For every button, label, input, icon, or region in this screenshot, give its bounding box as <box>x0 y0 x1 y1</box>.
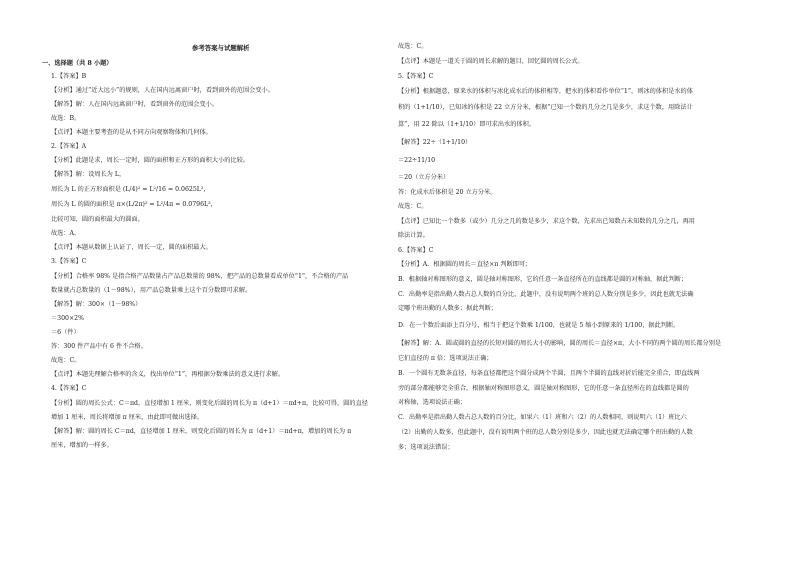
comment-line: 【点评】本题从数据上认证了，周长一定，圆的面积最大。 <box>51 244 212 251</box>
text-line: ＝20（立方分米） <box>398 174 450 181</box>
analysis-line: 【分析】圆的周长公式：C＝πd，直径增加 1 厘米，则变化后圆的周长为 π（d+1）＝πd+π，比较可得，圆的直径 <box>51 400 368 407</box>
comment-line: 【点评】本题先理解合格率的含义，找出单位“1”，再根据分数乘法的意义进行求解。 <box>51 371 285 378</box>
text-line: 旁的部分都能够完全重合，根据轴对称图形意义，圆是轴对称图形，它的任意一条直径所在的直线都是圆的 <box>398 385 689 392</box>
text-line: 比较可知，圆的面积最大的圆面。 <box>51 216 144 223</box>
section-heading: 一、选择题（共 8 小题） <box>42 60 113 67</box>
text-line: ＝300×2% <box>51 315 84 322</box>
analysis-line: 【分析】合格率 98% 是指合格产品数量占产品总数量的 98%，把产品的总数量看成单位“1”，不合格的产品 <box>51 273 349 280</box>
solution-line: 【解答】解：A．圆或圆的直径的长短对圆的周长大小的影响，圆的周长＝直径×π，大小不同的两个圆的周长都分别是 <box>398 340 722 347</box>
analysis-line: B．根据轴对称图形的意义，圆是轴对称图形，它的任意一条直径所在的直线都是圆的对称轴，据此判断； <box>398 276 688 283</box>
text-line: C．出勤率是指出勤人数占总人数的百分比，如果六（1）班和六（2）的人数相同，则说明六（1）班比六 <box>398 414 687 421</box>
analysis-line: 【分析】根据题意，原来水的体积与冰化成水后的体积相等，把水的体积看作单位“1”，则冰的体积是水的体 <box>398 88 693 95</box>
analysis-line: D．在一个数后面添上百分号，相当于把这个数乘 1/100，也就是 5 缩小到原来的 1/100，据此判断。 <box>398 322 680 329</box>
text-line: 答：化成水后体积是 20 立方分米。 <box>398 189 497 196</box>
solution-line: 【解答】22÷（1+1/10） <box>398 139 472 146</box>
page-title: 参考答案与试题解析 <box>192 44 250 52</box>
text-line: 故选：A。 <box>51 230 81 237</box>
analysis-line: 【分析】此题是求，周长一定时，圆的面积和正方形的面积大小的比较。 <box>51 157 249 164</box>
analysis-line: 增加 1 厘米，周长将增加 π 厘米，由此即可做出选择。 <box>51 414 203 421</box>
solution-line: 【解答】解：300×（1－98%） <box>51 301 142 308</box>
analysis-line: 【分析】通过“近大远小”的规则，人在国内远离窗户时，看到窗外的范围会变小。 <box>51 87 274 94</box>
analysis-line: 积的（1+1/10），已知冰的体积是 22 立方分米，根据“已知一个数的几分之几是多少，求这个数，用除法计 <box>398 104 693 111</box>
formula-line: 周长为 L 的圆的面积是 π×(L/2π)² = L²/4π ≈ 0.0796L²， <box>51 201 217 208</box>
left-column <box>42 0 397 562</box>
analysis-line: C．出勤率是指出勤人数占总人数的百分比，此题中，没有说明两个班的总人数分别是多少，因此也就无法确 <box>398 291 694 298</box>
analysis-line: 数量就占总数量的（1－98%），用产品总数量乘上这个百分数即可求解。 <box>51 287 252 294</box>
answer-line: 2.【答案】A <box>51 143 87 150</box>
solution-line: 【解答】解：圆的周长 C＝πd，直径增加 1 厘米，则变化后圆的周长为 π（d+1）＝πd+π，增加的周长为 π <box>51 428 352 435</box>
answer-line: 5.【答案】C <box>398 73 434 80</box>
text-line: 答：300 件产品中有 6 件不合格。 <box>51 343 147 350</box>
text-line: 它们直径的 π 倍；选项说法正确； <box>398 355 493 362</box>
analysis-line: 算”，用 22 除以（1+1/10）即可求出水的体积。 <box>398 121 535 128</box>
answer-line: 6.【答案】C <box>398 247 434 254</box>
solution-line: 【解答】解：设周长为 L， <box>51 171 126 178</box>
text-line: 故选：C。 <box>398 203 428 210</box>
text-line: 厘米，增加的一样多。 <box>51 442 113 449</box>
text-line: ＝6（件） <box>51 329 80 336</box>
right-column <box>398 0 753 562</box>
text-line: 多；选项说法错误； <box>398 444 454 451</box>
text-line: 故选：B。 <box>51 115 81 122</box>
answer-line: 3.【答案】C <box>51 258 87 265</box>
comment-line: 【点评】本题是一道关于圆的周长求解的题目，回忆圆的周长公式。 <box>398 58 584 65</box>
text-line: 故选：C。 <box>51 357 81 364</box>
comment-line: 【点评】已知比一个数多（或少）几分之几的数是多少，求这个数，先求出已知数占未知数的几分之几，再用 <box>398 218 695 225</box>
text-line: （2）出勤的人数多，但此题中，没有说明两个班的总人数分别是多少，因此也就无法确定哪个班出勤的人数 <box>398 429 693 436</box>
analysis-line: 定哪个班出勤的人数多；据此判断； <box>398 305 497 312</box>
answer-line: 1.【答案】B <box>51 73 87 80</box>
formula-line: ＝22÷11/10 <box>398 157 436 164</box>
analysis-line: 【分析】A．根据圆的周长＝直径×π 判断即可； <box>398 261 532 268</box>
text-line: 对称轴，选项说法正确； <box>398 399 467 406</box>
comment-line: 【点评】本题主要考查的是从不同方向观察物体和几何体。 <box>51 129 212 136</box>
formula-line: 周长为 L 的正方形面积是 (L/4)² = L²/16 = 0.0625L²， <box>51 186 210 193</box>
comment-line: 除法计算。 <box>398 232 429 239</box>
solution-line: 【解答】解：人在国内远离窗户时，看到窗外的范围会变小。 <box>51 101 219 108</box>
text-line: 故选：C。 <box>398 43 428 50</box>
answer-line: 4.【答案】C <box>51 385 87 392</box>
text-line: B．一个圆有无数条直径，每条直径都把这个圆分成两个半圆，且两个半圆的直线对折后能完全重合，即直线两 <box>398 370 700 377</box>
